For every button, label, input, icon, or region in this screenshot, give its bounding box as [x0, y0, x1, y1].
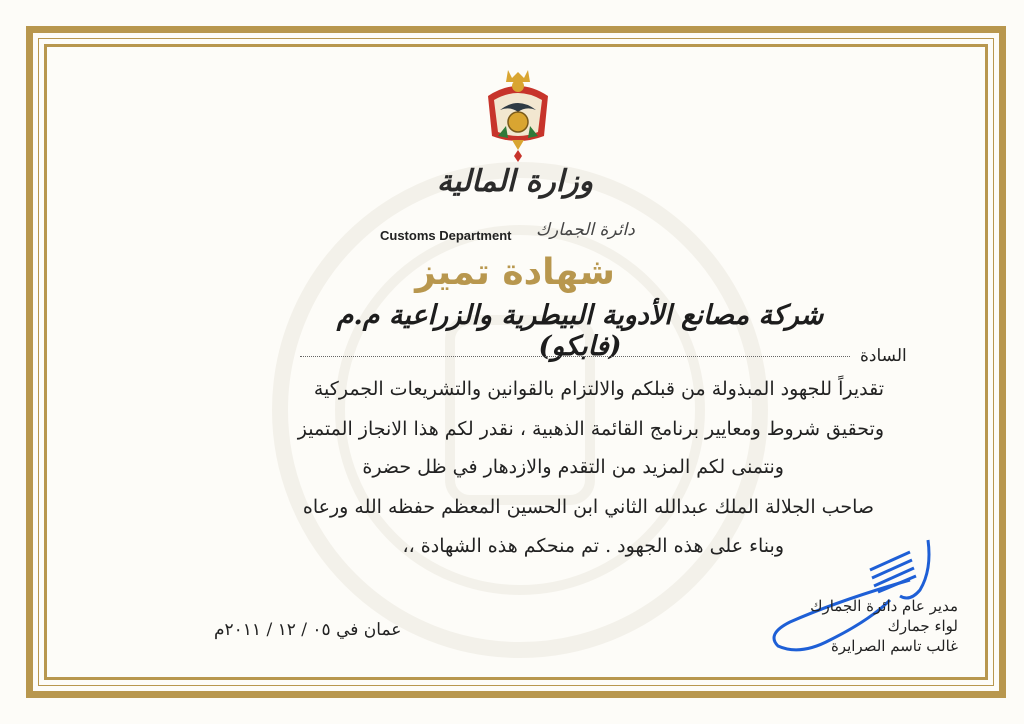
- date-day: ٠٥: [312, 620, 331, 640]
- recipient-company: شركة مصانع الأدوية البيطرية والزراعية م.م (فابكو): [336, 300, 824, 362]
- salutation: السادة: [860, 346, 907, 366]
- signatory-rank: لواء جمارك: [887, 617, 958, 635]
- certificate-title: شهادة تميز: [415, 252, 615, 293]
- signatory-title: مدير عام دائرة الجمارك: [810, 597, 958, 615]
- department-name-arabic: دائرة الجمارك: [536, 220, 635, 240]
- body-line-3: ونتمنى لكم المزيد من التقدم والازدهار في ظل حضرة: [362, 456, 784, 478]
- body-line-5: وبناء على هذه الجهود . تم منحكم هذه الشهادة ،،: [402, 535, 784, 557]
- date-month: ١٢: [277, 620, 296, 640]
- department-name-english: Customs Department: [380, 228, 512, 243]
- date-place: عمان في: [336, 620, 402, 640]
- ministry-name: وزارة المالية: [436, 164, 594, 199]
- jordan-coat-of-arms-icon: [478, 66, 558, 166]
- body-line-1: تقديراً للجهود المبذولة من قبلكم والالتزام بالقوانين والتشريعات الجمركية: [313, 378, 884, 400]
- watermark-emblem-icon: [250, 150, 790, 670]
- issue-date: عمان في ٠٥ / ١٢ / ٢٠١١م: [214, 620, 402, 640]
- signatory-name: غالب تاسم الصرايرة: [830, 637, 958, 655]
- recipient-dotted-line: [300, 356, 850, 357]
- signatory-block: [810, 596, 958, 656]
- body-line-4: صاحب الجلالة الملك عبدالله الثاني ابن الحسين المعظم حفظه الله ورعاه: [302, 496, 874, 518]
- date-year: ٢٠١١م: [214, 620, 262, 640]
- body-line-2: وتحقيق شروط ومعايير برنامج القائمة الذهبية ، نقدر لكم هذا الانجاز المتميز: [297, 418, 884, 440]
